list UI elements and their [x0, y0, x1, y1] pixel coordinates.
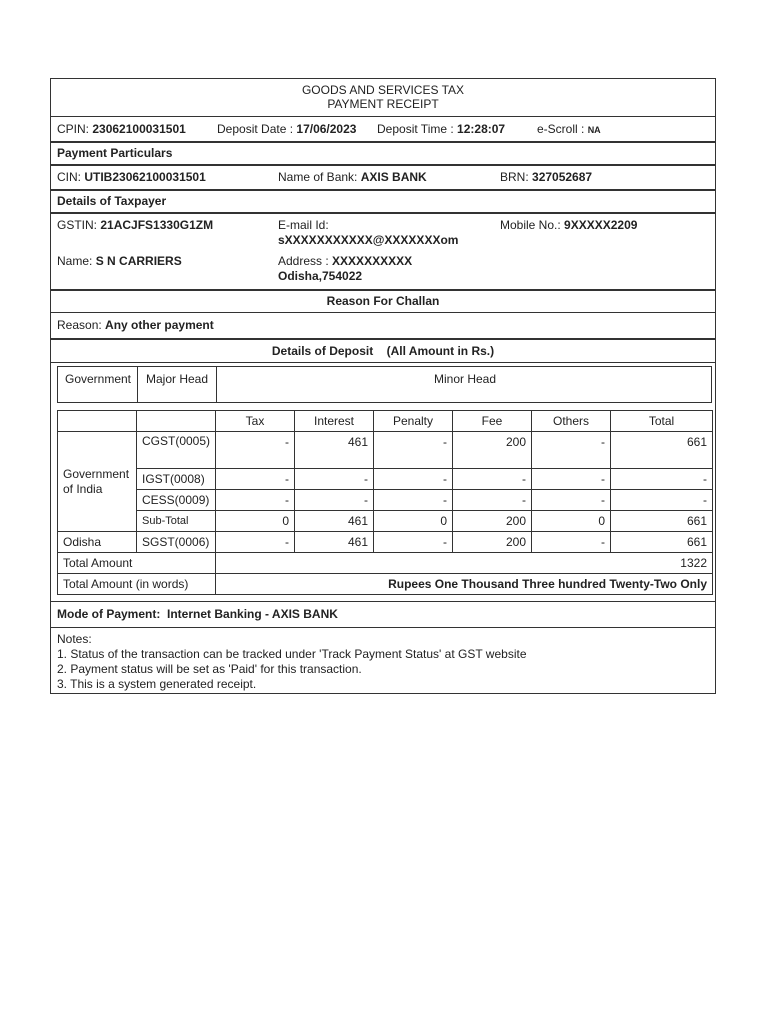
- address-field: Address : XXXXXXXXXX: [278, 254, 413, 268]
- reason-value: Any other payment: [105, 318, 214, 332]
- government-of-india-cell: Government of India: [58, 432, 137, 532]
- cin-field: CIN: UTIB23062100031501: [57, 170, 206, 184]
- receipt-title-line2: PAYMENT RECEIPT: [327, 97, 439, 111]
- note-item: 2. Payment status will be set as 'Paid' for this transaction.: [57, 662, 362, 676]
- gstin-value: 21ACJFS1330G1ZM: [100, 218, 214, 232]
- email-label: E-mail Id:: [278, 218, 329, 232]
- cpin-value: 23062100031501: [92, 122, 186, 136]
- total-amount-row: [58, 553, 713, 574]
- escroll-field: e-Scroll : NA: [537, 122, 601, 136]
- total-words-value: Rupees One Thousand Three hundred Twenty-Two Only: [216, 574, 713, 595]
- note-item: 1. Status of the transaction can be tracked under 'Track Payment Status' at GST website: [57, 647, 527, 661]
- total-amount-value: 1322: [216, 553, 713, 574]
- major-head: Major Head: [145, 372, 209, 386]
- table-row: Sub-Total 0 461 0 200 0 661: [58, 511, 713, 532]
- table-row: Government of India CGST(0005) - 461 - 200 - 661: [58, 432, 713, 469]
- cin-value: UTIB23062100031501: [84, 170, 206, 184]
- name-value: S N CARRIERS: [95, 254, 182, 268]
- bank-value: AXIS BANK: [360, 170, 427, 184]
- challan-title: Reason For Challan: [326, 294, 440, 308]
- minor-head: Minor Head: [433, 372, 497, 386]
- address-line2: Odisha,754022: [278, 269, 363, 283]
- email-value: sXXXXXXXXXXX@XXXXXXXom: [278, 233, 459, 247]
- gstin-field: GSTIN: 21ACJFS1330G1ZM: [57, 218, 214, 232]
- table-row: CESS(0009) - - - - - -: [58, 490, 713, 511]
- payment-mode: Mode of Payment: Internet Banking - AXIS BANK: [57, 607, 338, 621]
- brn-value: 327052687: [532, 170, 593, 184]
- odisha-cell: Odisha: [58, 532, 137, 553]
- col-fee: Fee: [453, 411, 532, 432]
- total-words-label: Total Amount (in words): [58, 574, 216, 595]
- col-penalty: Penalty: [374, 411, 453, 432]
- total-amount-label: Total Amount: [58, 553, 216, 574]
- cpin-field: CPIN: 23062100031501: [57, 122, 186, 136]
- brn-field: BRN: 327052687: [500, 170, 593, 184]
- col-interest: Interest: [295, 411, 374, 432]
- deposit-time-field: Deposit Time : 12:28:07: [377, 122, 506, 136]
- note-item: 3. This is a system generated receipt.: [57, 677, 257, 691]
- table-row: Odisha SGST(0006) - 461 - 200 - 661: [58, 532, 713, 553]
- government-head: Government: [64, 372, 132, 386]
- name-field: Name: S N CARRIERS: [57, 254, 182, 268]
- taxpayer-title: Details of Taxpayer: [57, 194, 167, 208]
- col-others: Others: [532, 411, 611, 432]
- deposit-date-field: Deposit Date : 17/06/2023: [217, 122, 357, 136]
- mobile-field: Mobile No.: 9XXXXX2209: [500, 218, 638, 232]
- deposit-date-value: 17/06/2023: [296, 122, 357, 136]
- deposit-time-value: 12:28:07: [457, 122, 506, 136]
- table-header-row: [58, 411, 713, 432]
- total-words-row: [58, 574, 713, 595]
- receipt-title-line1: GOODS AND SERVICES TAX: [301, 83, 465, 97]
- col-total: Total: [611, 411, 713, 432]
- payment-receipt: [50, 78, 716, 694]
- escroll-value: NA: [587, 125, 601, 135]
- address-line1: XXXXXXXXXX: [332, 254, 413, 268]
- bank-field: Name of Bank: AXIS BANK: [278, 170, 427, 184]
- payment-mode-value: Internet Banking - AXIS BANK: [167, 607, 338, 621]
- deposit-title: Details of Deposit (All Amount in Rs.): [271, 344, 495, 358]
- mobile-value: 9XXXXX2209: [564, 218, 638, 232]
- table-row: IGST(0008) - - - - - -: [58, 469, 713, 490]
- notes-title: Notes:: [57, 632, 92, 646]
- payment-particulars-title: Payment Particulars: [57, 146, 173, 160]
- col-tax: Tax: [216, 411, 295, 432]
- deposit-table: [57, 410, 713, 595]
- reason-field: Reason: Any other payment: [57, 318, 214, 332]
- heads-box: [57, 366, 712, 403]
